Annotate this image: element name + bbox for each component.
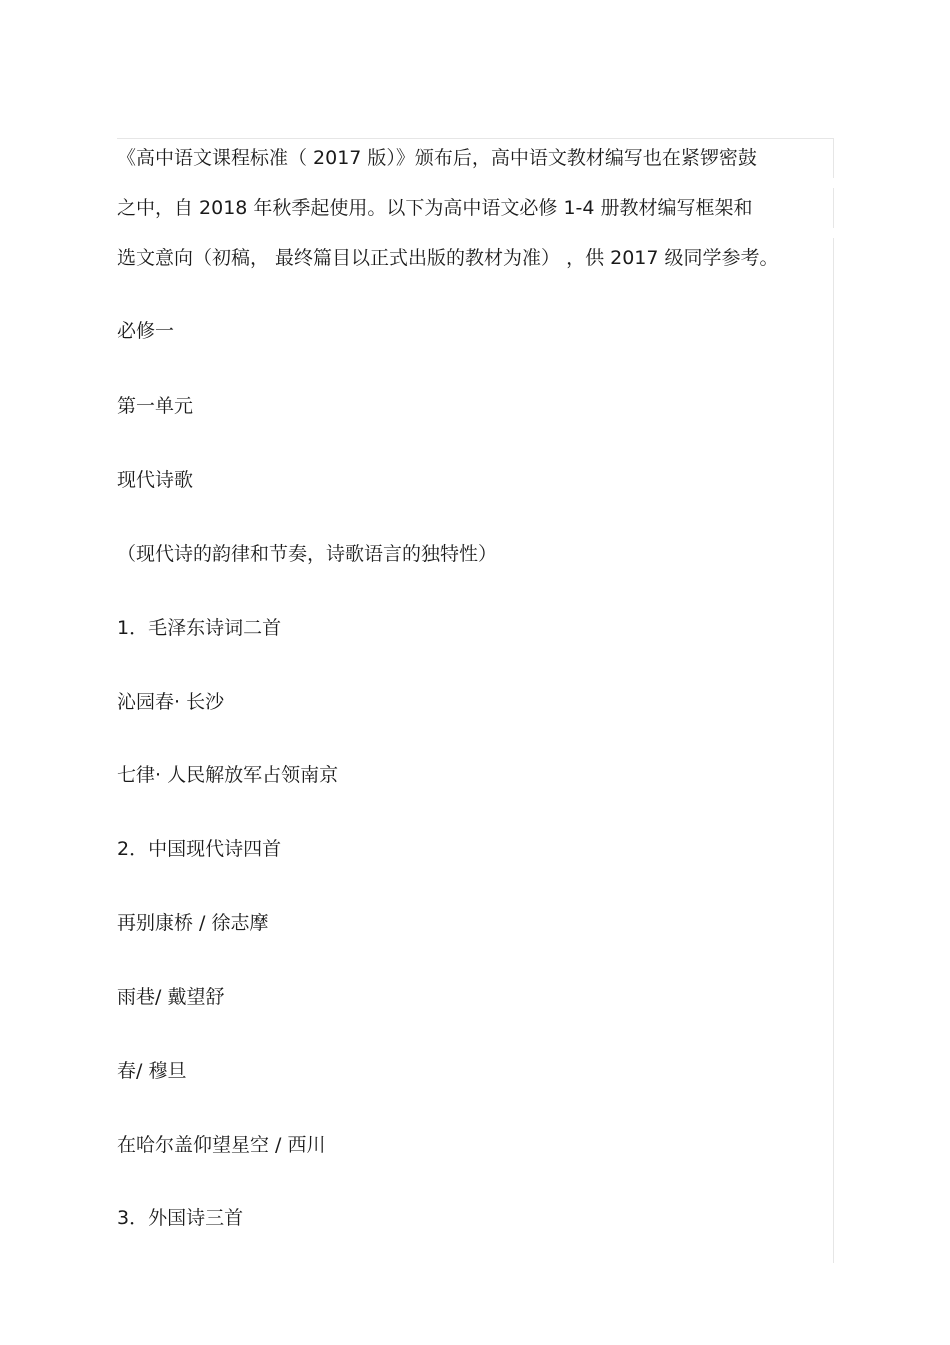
list-item: 3．外国诗三首 (117, 1207, 244, 1229)
list-item: 2．中国现代诗四首 (117, 838, 282, 860)
list-item: 雨巷/ 戴望舒 (117, 986, 225, 1008)
unit-title: 第一单元 (117, 395, 194, 417)
list-item: 七律· 人民解放军占领南京 (117, 764, 339, 786)
list-item: 春/ 穆旦 (117, 1060, 187, 1082)
scan-rule-top (117, 138, 833, 139)
scan-rule-right-a (833, 138, 834, 178)
scan-rule-right-c (833, 238, 834, 1263)
intro-line-1: 《高中语文课程标准（ 2017 版）》颁布后，高中语文教材编写也在紧锣密鼓 (117, 147, 757, 169)
unit-note: （现代诗的韵律和节奏，诗歌语言的独特性） (117, 543, 498, 565)
list-item: 沁园春· 长沙 (117, 691, 225, 713)
list-item: 再别康桥 / 徐志摩 (117, 912, 269, 934)
volume-title: 必修一 (117, 320, 175, 342)
list-item: 在哈尔盖仰望星空 / 西川 (117, 1134, 326, 1156)
intro-line-3: 选文意向（初稿， 最终篇目以正式出版的教材为准） ，供 2017 级同学参考。 (117, 247, 779, 269)
scan-rule-right-b (833, 188, 834, 228)
intro-line-2: 之中，自 2018 年秋季起使用。以下为高中语文必修 1-4 册教材编写框架和 (117, 197, 753, 219)
unit-theme: 现代诗歌 (117, 469, 194, 491)
list-item: 1．毛泽东诗词二首 (117, 617, 282, 639)
